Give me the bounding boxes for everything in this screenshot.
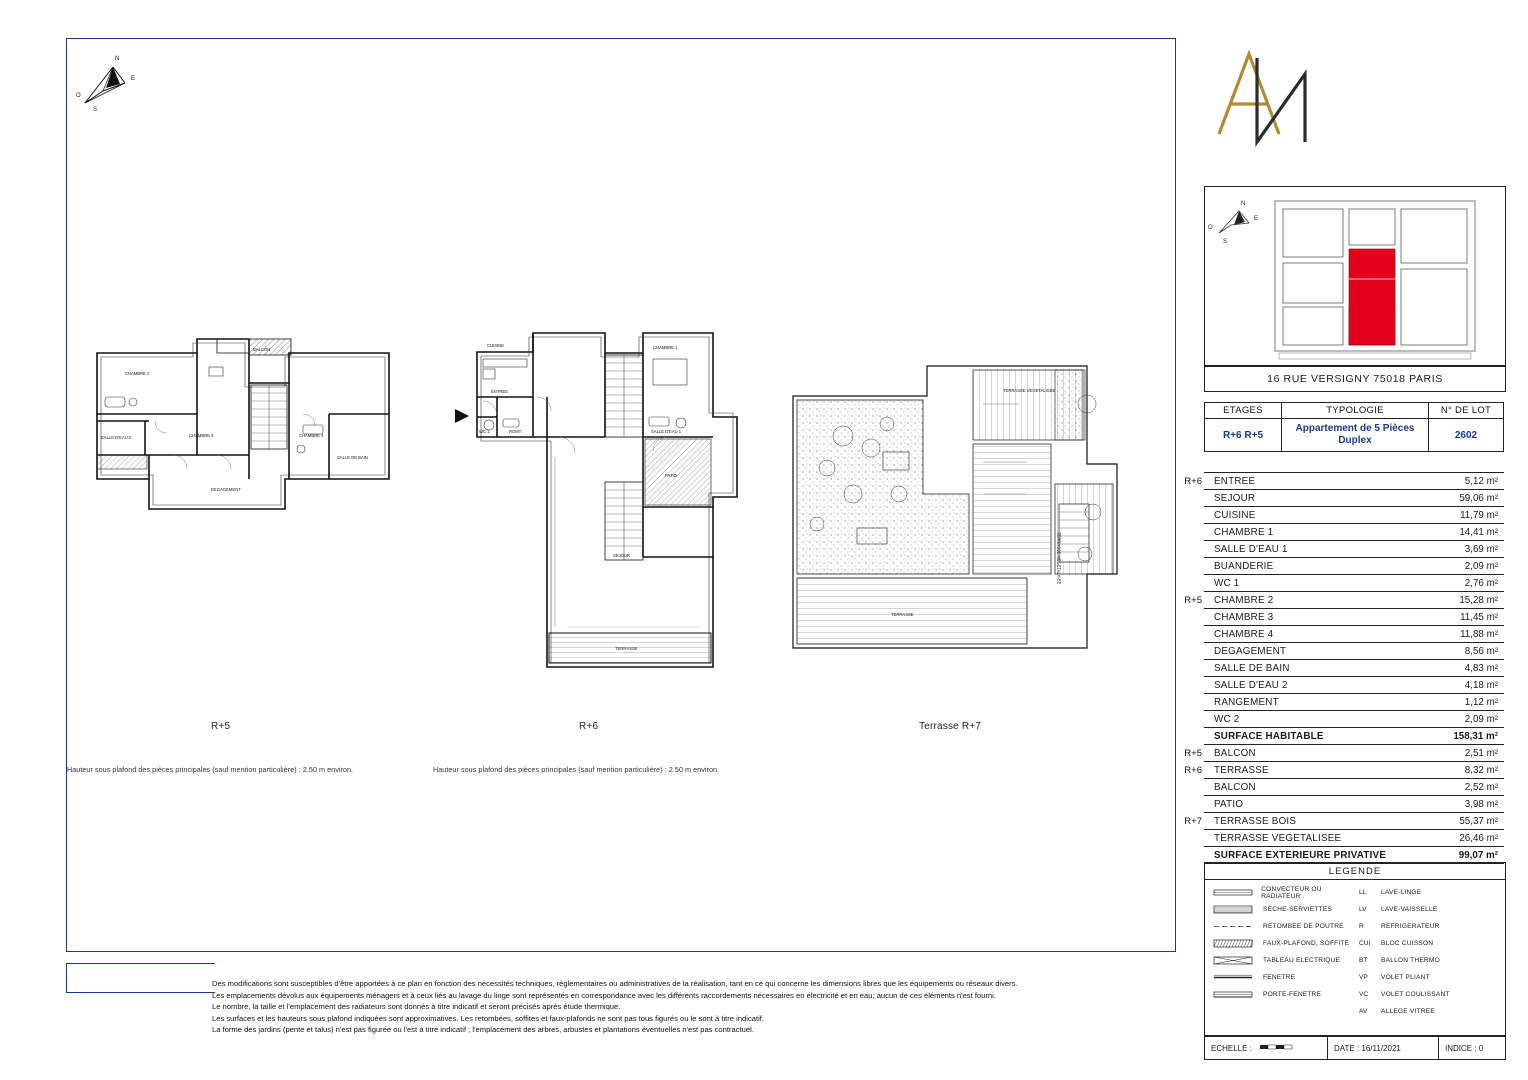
room-label: SALLE DE BAIN (337, 455, 368, 460)
legend-abbr: BT (1359, 957, 1368, 964)
area-name: SALLE D'EAU 2 (1214, 679, 1288, 691)
legend-text: REFRIGERATEUR (1381, 923, 1440, 930)
area-value: 59,06 m² (1459, 492, 1498, 504)
legend-symbol (1213, 989, 1257, 1000)
area-name: SURFACE HABITABLE (1214, 730, 1324, 742)
area-name: CHAMBRE 2 (1214, 594, 1274, 606)
area-name: CUISINE (1214, 509, 1256, 521)
area-row (1204, 660, 1504, 677)
legend-right-column (1359, 884, 1505, 1038)
area-value: 8,56 m² (1464, 645, 1498, 657)
area-floor-tag: R+6 (1184, 475, 1202, 487)
ceiling-note-r6: Hauteur sous plafond des pièces principales (sauf mention particulière) : 2.50 m environ. (433, 765, 720, 774)
legend-title: LEGENDE (1205, 863, 1505, 880)
area-row (1184, 813, 1504, 830)
legend-text: PORTE-FENETRE (1263, 991, 1322, 998)
drawing-area (67, 39, 1175, 951)
legend-text: FENETRE (1263, 974, 1296, 981)
area-row (1204, 609, 1504, 626)
legend-symbol (1213, 921, 1257, 932)
area-floor-tag: R+6 (1184, 764, 1202, 776)
scale-label: ECHELLE : (1211, 1043, 1252, 1053)
room-label: RGMT (509, 429, 522, 434)
legend-item (1213, 918, 1359, 935)
area-value: 8,32 m² (1464, 764, 1498, 776)
area-value: 3,98 m² (1464, 798, 1498, 810)
area-name: CHAMBRE 4 (1214, 628, 1274, 640)
typology-value-line2: Duplex (1338, 435, 1372, 446)
area-name: BUANDERIE (1214, 560, 1274, 572)
area-list (1184, 472, 1504, 864)
legend-text: LAVE-LINGE (1381, 889, 1422, 896)
area-row (1184, 745, 1504, 762)
compass-s: S (93, 107, 98, 113)
area-row (1184, 762, 1504, 779)
plan-caption-r5: R+5 (211, 721, 231, 732)
legend-text: VOLET PLIANT (1381, 974, 1430, 981)
room-label: TERRASSE (615, 646, 638, 651)
area-row (1204, 779, 1504, 796)
compass-icon (73, 47, 145, 113)
area-value: 11,45 m² (1460, 611, 1498, 623)
compass-n: N (115, 56, 120, 62)
room-label: TERRASSE VEGETALISEE (1003, 388, 1056, 393)
legend-abbr: LV (1359, 906, 1367, 913)
area-value: 2,76 m² (1464, 577, 1498, 589)
area-value: 158,31 m² (1453, 730, 1498, 742)
dashed-icon (1213, 921, 1255, 932)
area-name: ENTREE (1214, 475, 1256, 487)
legend-item (1213, 884, 1359, 901)
area-row (1184, 592, 1504, 609)
keyplan-compass-s: S (1223, 239, 1228, 245)
area-value: 99,07 m² (1458, 849, 1498, 861)
area-row (1204, 490, 1504, 507)
area-row (1204, 524, 1504, 541)
legend-text: VOLET COULISSANT (1381, 991, 1450, 998)
area-name: WC 2 (1214, 713, 1240, 725)
area-name: SEJOUR (1214, 492, 1256, 504)
room-label: PATIO (665, 473, 677, 478)
area-row (1204, 694, 1504, 711)
legend-symbol (1213, 938, 1257, 949)
footer-bar (1204, 1036, 1506, 1060)
legend-abbr-item (1359, 918, 1505, 935)
key-plan (1204, 186, 1506, 366)
room-label: CHAMBRE 2 (125, 371, 150, 376)
area-value: 5,12 m² (1464, 475, 1498, 487)
radiator-icon (1213, 887, 1255, 898)
area-value: 2,52 m² (1464, 781, 1498, 793)
typology-table (1204, 402, 1504, 452)
compass-e: E (131, 76, 136, 82)
area-name: TERRASSE BOIS (1214, 815, 1297, 827)
legend-abbr: AV (1359, 1008, 1368, 1015)
room-label: WC 1 (479, 429, 490, 434)
disclaimer-line: Des modifications sont susceptibles d'être apportées à ce plan en fonction des nécessités techniques, règlementaires ou administratives de la réalisation, tant en ce qui concerne les dimensions libres que les équipements ou réseaux divers. (212, 979, 1018, 988)
ceiling-note-r5: Hauteur sous plafond des pièces principales (sauf mention particulière) : 2.50 m environ. (67, 765, 354, 774)
area-row (1204, 558, 1504, 575)
room-label: DEGAGEMENT (211, 487, 241, 492)
room-label: SALLE D'EAU 1 (651, 429, 682, 434)
plan-terrasse-r7 (787, 344, 1137, 664)
typology-value-line1: Appartement de 5 Pièces (1295, 423, 1415, 434)
area-name: TERRASSE (1214, 764, 1269, 776)
area-row (1204, 796, 1504, 813)
area-name: SALLE DE BAIN (1214, 662, 1290, 674)
legend-symbol (1213, 887, 1255, 898)
drawing-frame (66, 38, 1176, 952)
area-row (1204, 575, 1504, 592)
area-name: BALCON (1214, 781, 1256, 793)
plan-caption-r6: R+6 (579, 721, 599, 732)
area-value: 2,51 m² (1464, 747, 1498, 759)
area-row (1204, 677, 1504, 694)
area-name: TERRASSE VEGETALISEE (1214, 832, 1342, 844)
area-row (1204, 541, 1504, 558)
legend-abbr: CUI (1359, 940, 1371, 947)
area-value: 3,69 m² (1464, 543, 1498, 555)
area-row (1184, 472, 1504, 490)
plan-caption-r7: Terrasse R+7 (919, 721, 982, 732)
legend-text: FAUX-PLAFOND, SOFFITE (1263, 940, 1350, 947)
address-bar: 16 RUE VERSIGNY 75018 PARIS (1204, 366, 1506, 392)
typology-header-typologie: TYPOLOGIE (1282, 403, 1429, 419)
towel-icon (1213, 904, 1255, 915)
legend-symbol (1213, 972, 1257, 983)
legend-left-column (1205, 884, 1359, 1038)
legend-abbr: VP (1359, 974, 1368, 981)
legend-symbol (1213, 955, 1257, 966)
keyplan-compass-o: O (1208, 225, 1213, 231)
doorwindow-icon (1213, 989, 1255, 1000)
area-name: WC 1 (1214, 577, 1240, 589)
disclaimer-block (212, 978, 1172, 1036)
window-icon (1213, 972, 1255, 983)
board-icon (1213, 955, 1255, 966)
legend-text: BLOC CUISSON (1381, 940, 1434, 947)
typology-value-etages: R+6 R+5 (1205, 419, 1282, 452)
area-value: 4,83 m² (1464, 662, 1498, 674)
legend-text: RETOMBEE DE POUTRE (1263, 923, 1344, 930)
room-label: CHAMBRE 4 (299, 433, 324, 438)
legend-symbol (1213, 904, 1257, 915)
room-label: BALCON (253, 347, 271, 352)
legend-text: LAVE-VAISSELLE (1381, 906, 1438, 913)
company-logo-icon (1205, 38, 1325, 158)
legend-text: ALLEGE VITREE (1381, 1008, 1435, 1015)
legend-panel (1204, 862, 1506, 1036)
area-row (1204, 711, 1504, 728)
typology-header-lot: N° DE LOT (1429, 403, 1504, 419)
legend-abbr-item (1359, 952, 1505, 969)
room-label: SALLE D'EAU 2 (101, 435, 132, 440)
legend-item (1213, 952, 1359, 969)
area-row (1204, 830, 1504, 847)
legend-abbr-item (1359, 986, 1505, 1003)
room-label: SEJOUR (613, 553, 630, 558)
legend-item (1213, 901, 1359, 918)
area-value: 14,41 m² (1459, 526, 1498, 538)
plan-r6 (437, 297, 757, 697)
area-row (1204, 507, 1504, 524)
hatch-icon (1213, 938, 1255, 949)
date-cell: DATE : 16/11/2021 (1328, 1037, 1439, 1059)
legend-abbr: VC (1359, 991, 1369, 998)
compass-o: O (76, 93, 81, 99)
legend-text: SECHE-SERVIETTES (1263, 906, 1333, 913)
area-floor-tag: R+7 (1184, 815, 1202, 827)
area-value: 15,28 m² (1459, 594, 1498, 606)
keyplan-compass-e: E (1254, 216, 1259, 222)
area-value: 11,88 m² (1460, 628, 1498, 640)
legend-abbr: R (1359, 923, 1364, 930)
room-label: CHAMBRE 3 (189, 433, 214, 438)
room-label: CUISINE (487, 343, 504, 348)
area-row (1204, 728, 1504, 745)
area-name: DEGAGEMENT (1214, 645, 1287, 657)
room-label: TERRASSE (891, 612, 914, 617)
disclaimer-line: Les surfaces et les hauteurs sous plafond indiquées sont approximatives. Les retombées, soffites et faux-plafonds ne sont pas tous figurés ou le sont à titre indicatif. (212, 1013, 764, 1023)
disclaimer-line: Les emplacements dévolus aux équipements ménagers et à ceux liés au lavage du linge sont représentés en correspondance avec les différents raccordements nécessaires en électricité et en eau; aucun de ces éléments n'est fourni. (212, 990, 996, 1000)
legend-item (1213, 986, 1359, 1003)
area-name: CHAMBRE 3 (1214, 611, 1274, 623)
entrance-arrow (455, 409, 469, 423)
legend-abbr: LL (1359, 889, 1367, 896)
typology-header-etages: ETAGES (1205, 403, 1282, 419)
scale-cell (1205, 1037, 1328, 1059)
room-label: TERRASSE VEGETALISEE (1056, 532, 1062, 585)
area-name: SURFACE EXTERIEURE PRIVATIVE (1214, 849, 1387, 861)
legend-abbr-item (1359, 901, 1505, 918)
bottom-left-box (66, 963, 215, 993)
area-value: 11,79 m² (1460, 509, 1498, 521)
legend-text: BALLON THERMO (1381, 957, 1440, 964)
disclaimer-line: La forme des jardins (pente et talus) n'est pas figurée ou l'est à titre indicatif ; l'emplacement des arbres, arbustes et plantations éventuelles n'est pas contractuel. (212, 1025, 754, 1035)
legend-text: TABLEAU ELECTRIQUE (1263, 957, 1341, 964)
area-name: BALCON (1214, 747, 1256, 759)
area-name: RANGEMENT (1214, 696, 1279, 708)
legend-item (1213, 969, 1359, 986)
legend-text: CONVECTEUR OU RADIATEUR (1261, 885, 1322, 900)
area-value: 26,46 m² (1459, 832, 1498, 844)
area-name: CHAMBRE 1 (1214, 526, 1274, 538)
disclaimer-line: Le nombre, la taille et l'emplacement des radiateurs sont donnés à titre indicatif et seront précisés après étude thermique. (212, 1002, 621, 1012)
area-value: 55,37 m² (1459, 815, 1498, 827)
typology-value-lot: 2602 (1429, 419, 1504, 452)
indice-cell: INDICE : 0 (1445, 1043, 1484, 1053)
area-name: PATIO (1214, 798, 1244, 810)
legend-abbr-item (1359, 969, 1505, 986)
area-value: 4,18 m² (1464, 679, 1498, 691)
area-floor-tag: R+5 (1184, 594, 1202, 606)
area-floor-tag: R+5 (1184, 747, 1202, 759)
legend-abbr-item (1359, 884, 1505, 901)
area-row (1204, 643, 1504, 660)
area-value: 2,09 m² (1464, 713, 1498, 725)
area-value: 2,09 m² (1464, 560, 1498, 572)
legend-abbr-item (1359, 935, 1505, 952)
plan-r5 (89, 309, 419, 549)
area-name: SALLE D'EAU 1 (1214, 543, 1288, 555)
keyplan-compass-n: N (1241, 201, 1246, 207)
area-row (1204, 626, 1504, 643)
legend-abbr-item (1359, 1003, 1505, 1020)
legend-item (1213, 935, 1359, 952)
room-label: ENTREE (491, 389, 508, 394)
area-value: 1,12 m² (1464, 696, 1498, 708)
room-label: CHAMBRE 1 (653, 345, 678, 350)
scale-bar-icon (1260, 1043, 1294, 1054)
